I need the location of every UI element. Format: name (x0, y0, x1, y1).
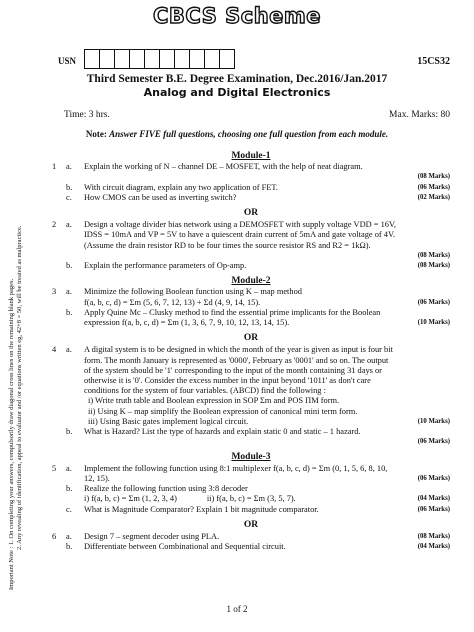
usn-box (99, 49, 115, 69)
scheme-heading: CBCS Scheme (152, 4, 322, 28)
question-5c (52, 505, 450, 515)
marks: (02 Marks) (417, 193, 450, 201)
or-divider: OR (243, 208, 259, 219)
sub-item: i) Write truth table and Boolean expression in SOP Σm and POS ΠM form. (88, 396, 340, 406)
part-label: a. (66, 463, 72, 473)
side-note-line-1: Important Note : 1. On completing your answers, compulsorily draw diagonal cross lines on the remaining blank pages. (8, 278, 15, 590)
question-number: 3 (52, 287, 57, 297)
usn-box (84, 49, 100, 69)
marks: (10 Marks) (417, 417, 450, 425)
usn-box (219, 49, 235, 69)
part-label: a. (66, 531, 72, 541)
question-text: (Assume the drain resistor RD to be four times the source resistor RS and R2 = 1kΩ). (84, 240, 371, 250)
part-label: a. (66, 345, 72, 355)
part-label: c. (66, 192, 72, 202)
question-text: What is Hazard? List the type of hazards and explain static 0 and static – 1 hazard. (84, 427, 361, 437)
sub-item: iii) Using Basic gates implement logical circuit. (88, 416, 249, 426)
question-text: otherwise it is '0'. Consider the excess number in the input beyond '1011' as don't care (84, 376, 371, 386)
question-list (52, 150, 450, 552)
question-text: A digital system is to be designed in which the month of the year is given as input is four bit (84, 345, 393, 355)
part-label: b. (66, 484, 73, 494)
marks: (06 Marks) (417, 438, 450, 446)
question-text: What is Magnitude Comparator? Explain 1 bit magnitude comparator. (84, 504, 319, 514)
question-text: IDSS = 10mA and VP = 5V to have a quiescent drain current of 5mA and gate voltage of 4V. (84, 230, 396, 240)
part-label: a. (66, 162, 72, 172)
question-number: 2 (52, 220, 57, 230)
question-text: Implement the following function using 8:1 multiplexer f(a, b, c, d) = Σm (0, 1, 5, 6, 8, 10, (84, 463, 388, 473)
duration: Time: 3 hrs. (64, 110, 110, 120)
marks: (04 Marks) (417, 495, 450, 503)
question-6a (52, 532, 450, 542)
module-1-heading: Module-1 (231, 151, 271, 161)
usn-box (144, 49, 160, 69)
module-2-heading: Module-2 (231, 276, 271, 287)
marks: (06 Marks) (417, 505, 450, 513)
question-text: Minimize the following Boolean function using K – map method (84, 287, 302, 297)
side-note (8, 130, 24, 590)
question-1b (52, 183, 450, 193)
question-text: expression f(a, b, c, d) = Σm (1, 3, 6, 7, 9, 10, 12, 13, 14, 15). (84, 318, 290, 328)
marks: (08 Marks) (417, 251, 450, 259)
exam-title: Third Semester B.E. Degree Examination, Dec.2016/Jan.2017 (86, 73, 388, 85)
question-number: 6 (52, 531, 57, 541)
or-divider: OR (243, 333, 259, 344)
note-label: Note: (85, 129, 107, 139)
usn-box (174, 49, 190, 69)
marks: (08 Marks) (417, 262, 450, 270)
marks: (08 Marks) (417, 532, 450, 540)
part-label: b. (66, 182, 73, 192)
sub-item: i) f(a, b, c) = Σm (1, 2, 3, 4) (84, 494, 177, 504)
usn-box (159, 49, 175, 69)
subject-title: Analog and Digital Electronics (143, 86, 331, 99)
question-text: f(a, b, c, d) = Σm (5, 6, 7, 12, 13) + Σd (4, 9, 14, 15). (84, 297, 261, 307)
question-text: conditions for the system of four variables. (ABCD) find the following : (84, 386, 326, 396)
question-3a (52, 287, 450, 307)
question-6b (52, 542, 450, 552)
question-text: Design a voltage divider bias network using a DEMOSFET with supply voltage VDD = 16V, (84, 220, 397, 230)
usn-label: USN (58, 56, 77, 66)
question-1c (52, 193, 450, 203)
usn-boxes (84, 49, 234, 69)
usn-box (204, 49, 220, 69)
sub-item: ii) f(a, b, c) = Σm (3, 5, 7). (206, 494, 296, 504)
question-text: Explain the performance parameters of Op-amp. (84, 261, 247, 271)
page-number: 1 of 2 (226, 604, 248, 614)
side-note-line-2: 2. Any revealing of identification, appeal to evaluator and /or equations written eg, 42+8 = 50, will be treated as malpractice. (16, 225, 23, 550)
marks: (10 Marks) (417, 319, 450, 327)
part-label: b. (66, 307, 73, 317)
instructions (0, 129, 474, 139)
sub-item: ii) Using K – map simplify the Boolean expression of canonical mini term form. (88, 406, 358, 416)
question-number: 5 (52, 463, 57, 473)
question-text: Apply Quine Mc – Clusky method to find the essential prime implicants for the Boolean (84, 307, 381, 317)
question-2b (52, 261, 450, 271)
part-label: b. (66, 427, 73, 437)
or-divider: OR (243, 519, 259, 530)
question-3b (52, 308, 450, 328)
course-code: 15CS32 (417, 56, 450, 67)
part-label: c. (66, 504, 72, 514)
max-marks: Max. Marks: 80 (389, 110, 450, 120)
question-number: 4 (52, 345, 57, 355)
question-4b (52, 427, 450, 437)
usn-box (189, 49, 205, 69)
question-1a (52, 162, 450, 172)
marks: (08 Marks) (417, 173, 450, 181)
question-5a (52, 464, 450, 484)
question-text: Realize the following function using 3:8 decoder (84, 484, 248, 494)
question-5b (52, 484, 450, 504)
question-text: Differentiate between Combinational and Sequential circuit. (84, 542, 286, 552)
part-label: a. (66, 220, 72, 230)
question-number: 1 (52, 162, 57, 172)
marks: (04 Marks) (417, 543, 450, 551)
note-text: Answer FIVE full questions, choosing one full question from each module. (109, 129, 389, 139)
part-label: a. (66, 287, 72, 297)
usn-box (129, 49, 145, 69)
part-label: b. (66, 542, 73, 552)
question-text: Design 7 – segment decoder using PLA. (84, 531, 220, 541)
question-2a (52, 220, 450, 251)
question-4a (52, 345, 450, 427)
question-text: 12, 15). (84, 473, 110, 483)
question-text: of the system should be '1' corresponding to the input of the month containing 31 days or (84, 365, 382, 375)
marks: (06 Marks) (417, 183, 450, 191)
question-text: form. The month January is represented as '0000', February as '0001' and so on. The output (84, 355, 389, 365)
question-text: How CMOS can be used as inverting switch? (84, 192, 237, 202)
question-text: With circuit diagram, explain any two application of FET. (84, 182, 278, 192)
module-3-heading: Module-3 (231, 452, 271, 463)
part-label: b. (66, 261, 73, 271)
usn-box (114, 49, 130, 69)
marks: (06 Marks) (417, 298, 450, 306)
question-text: Explain the working of N – channel DE – MOSFET, with the help of neat diagram. (84, 162, 363, 172)
marks: (06 Marks) (417, 474, 450, 482)
